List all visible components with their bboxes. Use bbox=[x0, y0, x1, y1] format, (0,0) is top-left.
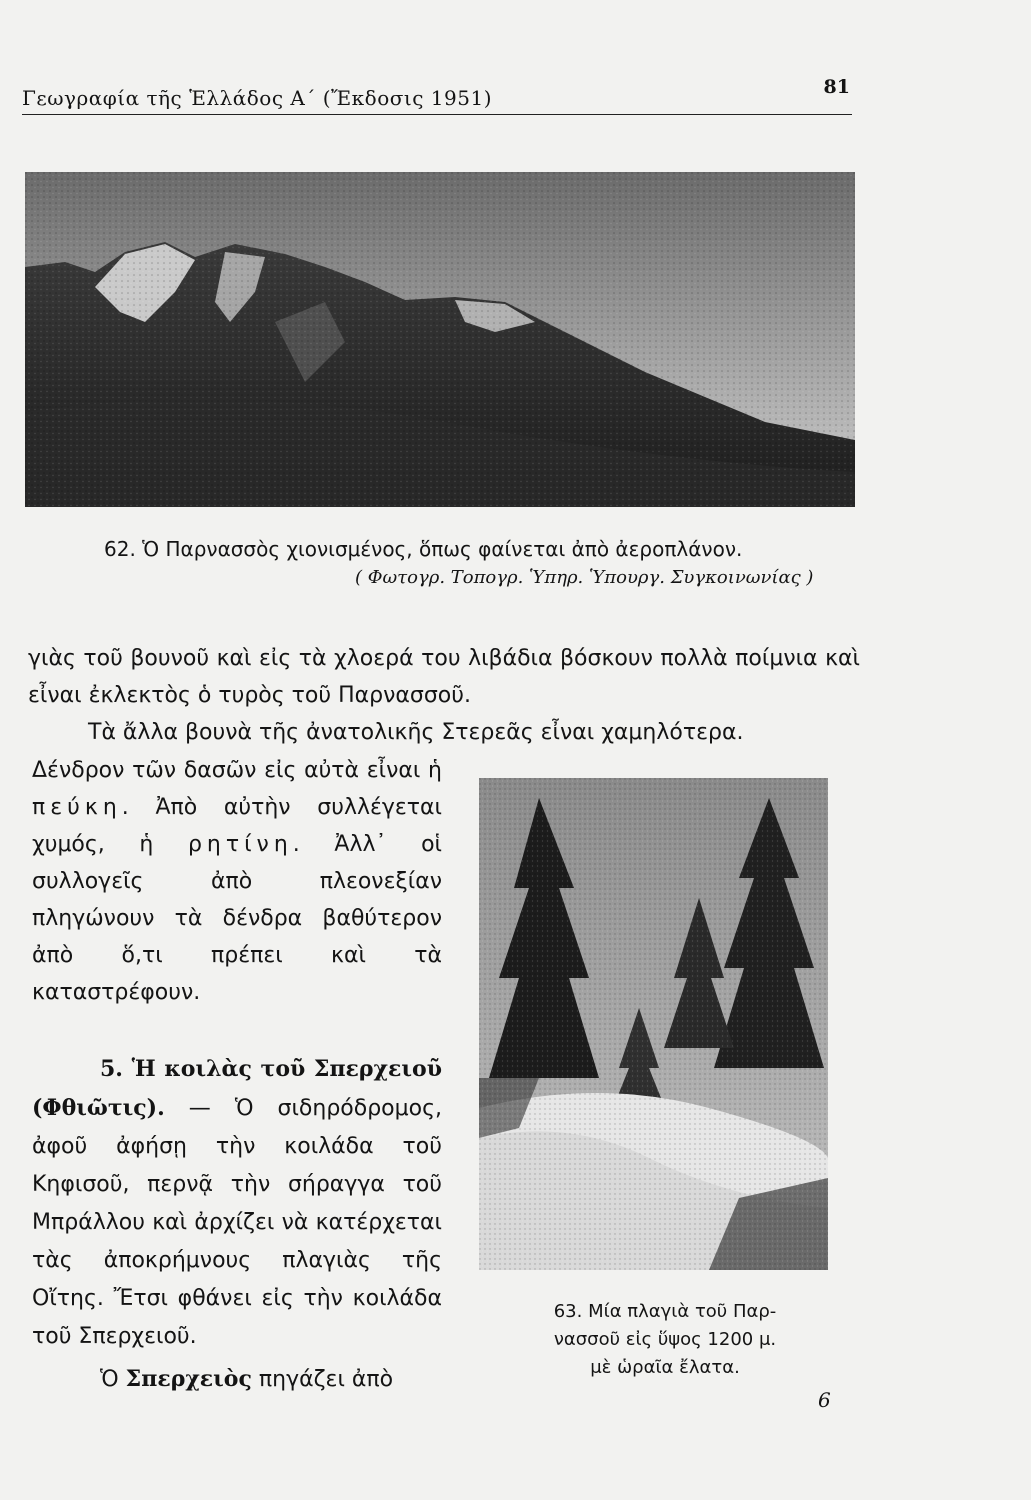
fir-trees-photo-image bbox=[479, 778, 828, 1270]
header-title: Γεωγραφία τῆς Ἑλλάδος Α΄ (Ἔκδοσις 1951) bbox=[22, 86, 493, 110]
figure-63-caption bbox=[485, 1298, 845, 1382]
paragraph-parnassus-pastures: γιὰς τοῦ βουνοῦ καὶ εἰς τὰ χλοερά του λιβάδια βόσκουν πολλὰ ποίμνια καὶ εἶναι ἐκλεκτὸς ὁ τυρὸς τοῦ Παρνασσοῦ. bbox=[28, 646, 860, 708]
body-text-full-width bbox=[28, 640, 860, 751]
figure-63-caption-line: μὲ ὡραῖα ἔλατα. bbox=[590, 1357, 740, 1378]
text-fragment: Ὁ bbox=[100, 1367, 126, 1392]
term-retine: ρητίνη bbox=[187, 832, 293, 857]
term-spercheios: Σπερχειὸς bbox=[125, 1366, 252, 1392]
text-fragment: . Ἀπὸ αὐτὴν συλλέγεται χυμός, ἡ bbox=[32, 795, 442, 857]
term-peuke: πεύκη bbox=[32, 795, 122, 820]
text-fragment: . Ἀλλ᾽ οἱ συλλογεῖς ἀπὸ πλεονεξίαν πληγώνουν τὰ δένδρα βαθύτερον ἀπὸ ὅ,τι πρέπει καὶ τὰ καταστρέφουν. bbox=[32, 832, 442, 1005]
section-5-text: — Ὁ σιδηρόδρομος, ἀφοῦ ἀφήσῃ τὴν κοιλάδα τοῦ Κηφισοῦ, περνᾷ τὴν σήραγγα τοῦ Μπράλλου καὶ ἀρχίζει νὰ κατέρχεται τὰς ἀποκρήμνους πλαγιὰς τῆς Οἴτης. Ἔτσι φθάνει εἰς τὴν κοιλάδα τοῦ Σπερχειοῦ. bbox=[32, 1096, 442, 1349]
photo-parnassus-snow bbox=[25, 172, 855, 507]
figure-62-credit: ( Φωτογρ. Τοπογρ. Ὑπηρ. Ὑπουργ. Συγκοινωνίας ) bbox=[355, 567, 814, 588]
text-fragment: πηγάζει ἀπὸ bbox=[251, 1367, 394, 1392]
paragraph-other-mountains: Τὰ ἄλλα βουνὰ τῆς ἀνατολικῆς Στερεᾶς εἶναι χαμηλότερα. bbox=[88, 720, 744, 745]
paragraph-spercheios-source bbox=[100, 1360, 393, 1399]
photo-fir-trees-slope bbox=[479, 778, 828, 1270]
page-number: 81 bbox=[823, 76, 850, 98]
section-5-spercheios-valley bbox=[32, 1050, 442, 1356]
mountain-photo-image bbox=[25, 172, 855, 507]
printer-signature-mark: 6 bbox=[818, 1388, 831, 1412]
figure-62-caption: 62. Ὁ Παρνασσὸς χιονισμένος, ὅπως φαίνεται ἀπὸ ἀεροπλάνον. bbox=[104, 537, 743, 561]
section-5-heading: 5. Ἡ κοιλὰς τοῦ Σπερχειοῦ (Φθιῶτις). bbox=[32, 1056, 442, 1121]
text-fragment: Δένδρον τῶν δασῶν εἰς αὐτὰ εἶναι ἡ bbox=[32, 758, 442, 783]
running-header bbox=[22, 76, 852, 115]
figure-63-caption-line: 63. Μία πλαγιὰ τοῦ Παρ- bbox=[553, 1301, 777, 1322]
section-5-paragraph bbox=[32, 1050, 442, 1356]
figure-63-caption-line: νασσοῦ εἰς ὕψος 1200 μ. bbox=[553, 1329, 777, 1350]
body-text-left-column bbox=[32, 752, 442, 1011]
paragraph-pine-resin bbox=[32, 752, 442, 1011]
